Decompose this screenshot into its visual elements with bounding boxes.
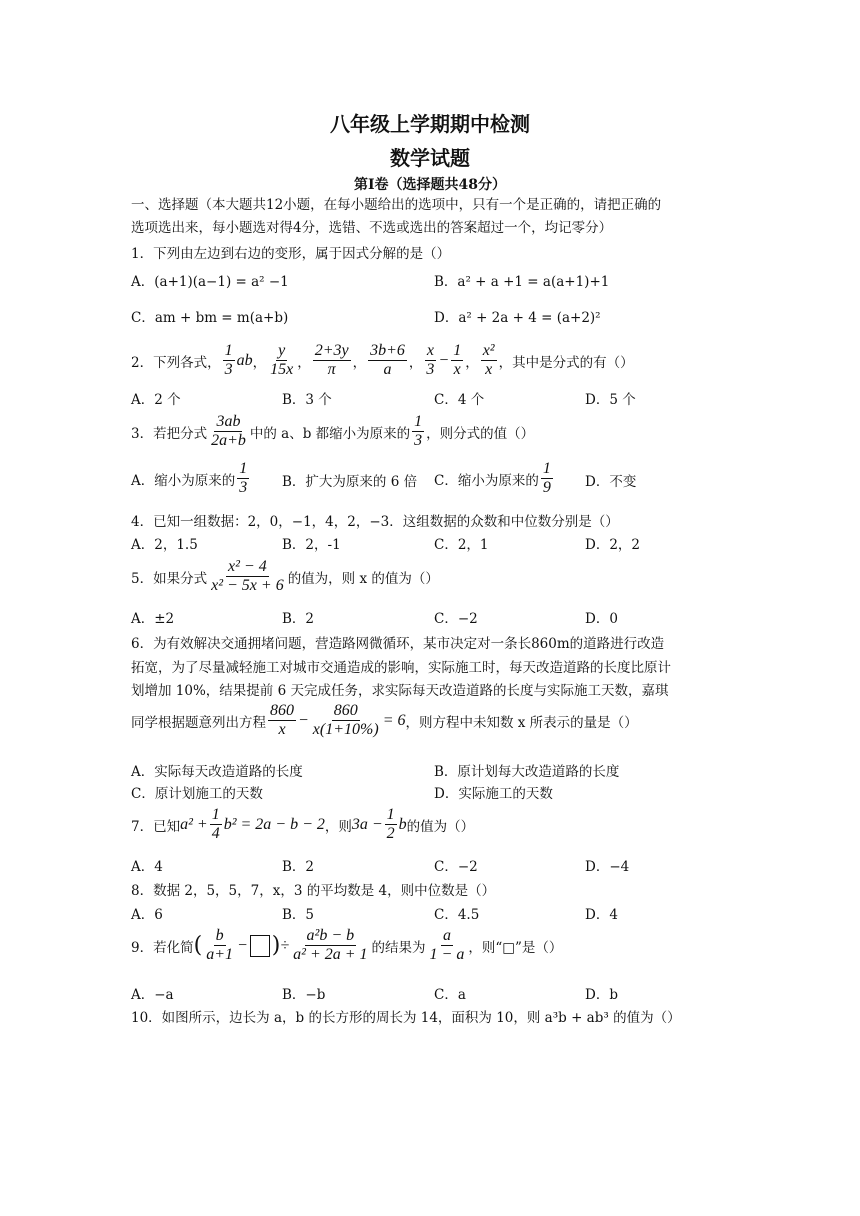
question-9-suffix: ，则“□”是（） xyxy=(468,939,563,956)
question-7-prefix: 7．已知 xyxy=(131,818,181,835)
fraction-b-over-a-plus-1: $\frac{b}{a+1}$ xyxy=(206,927,233,963)
question-3-prefix: 3．若把分式 xyxy=(131,425,208,442)
question-4-stem: 4．已知一组数据：2，0，−1，4，2，−3．这组数据的众数和中位数分别是（） xyxy=(131,514,619,530)
fraction-x2-over-x: $\frac{\text{x²}}{x}$ xyxy=(482,342,495,378)
fraction-a2b-minus-b-over-quadratic: $\frac{\text{a²b − b}}{\text{a² + 2a + 1}}$ xyxy=(293,927,368,963)
question-3-suffix: ，则分式的值（） xyxy=(426,425,535,442)
question-5-option-c: C．−2 xyxy=(434,611,478,627)
option-c-text: C．缩小为原来的 xyxy=(434,472,539,489)
option-a-text: A．缩小为原来的 xyxy=(131,472,236,489)
question-7-option-d: D．−4 xyxy=(585,859,630,875)
question-5-option-b: B．2 xyxy=(282,611,315,627)
question-1-option-a: A．(a+1)(a−1) = a² −1 xyxy=(131,274,289,290)
fraction-3ab-over-2a-plus-b: $\frac{3ab}{2a+b}$ xyxy=(211,413,246,449)
question-6-line-1: 6．为有效解决交通拥堵问题，营造路网微循环，某市决定对一条长860m的道路进行改造 xyxy=(131,636,665,652)
question-7-suffix: 的值为（） xyxy=(406,818,475,835)
question-7-option-a: A．4 xyxy=(131,859,163,875)
question-6-option-c: C．原计划施工的天数 xyxy=(131,786,263,802)
fraction-one-ninth: $\frac{1}{9}$ xyxy=(542,460,551,496)
question-2-option-b: B．3 个 xyxy=(282,392,332,408)
question-9-option-c: C．a xyxy=(434,987,466,1003)
question-2-stem: 2．下列各式， $\frac{1}{3}$ ab ， $\frac{y}{15x}$ ， $\frac{2+3y}{\pi}$ ， $\frac{3b+6}{a}$ ， $\frac{x}{3}$ − $\frac{1}{x}$ ， $\frac{\text{x²}}{x}$ ，其中是分式的有（） xyxy=(131,342,634,378)
question-3-stem xyxy=(131,413,534,450)
instructions-line-1: 一、选择题（本大题共12小题，在每小题给出的选项中，只有一个是正确的，请把正确的 xyxy=(131,197,662,213)
fraction-860-over-x-times-110: $\frac{860}{x(1+10\%)}$ xyxy=(312,702,379,738)
question-6-prefix: 同学根据题意列出方程 xyxy=(131,714,266,731)
question-3-option-c xyxy=(434,460,555,497)
question-6-suffix: ，则方程中未知数 x 所表示的量是（） xyxy=(405,714,638,731)
question-2-prefix: 2．下列各式， xyxy=(131,354,221,371)
fraction-x2-minus-4-over-quadratic: $\frac{\text{x² − 4}}{\text{x² − 5x + 6}}$ xyxy=(211,558,284,594)
question-9-prefix: 9．若化简 xyxy=(131,939,194,956)
question-9-option-a: A．−a xyxy=(131,987,174,1003)
question-1-option-c: C．am + bm = m(a+b) xyxy=(131,310,289,326)
question-6-option-b: B．原计划每大改造道路的长度 xyxy=(434,764,620,780)
fraction-3b-plus-6-over-a: $\frac{3b+6}{a}$ xyxy=(370,342,405,378)
question-6-line-4: 同学根据题意列出方程 $\frac{860}{x}$ − $\frac{860}{x(1+10\%)}$ = 6 ，则方程中未知数 x 所表示的量是（） xyxy=(131,702,638,738)
question-4-option-d: D．2，2 xyxy=(585,537,641,553)
question-2-suffix: ，其中是分式的有（） xyxy=(498,354,634,371)
question-3-option-b: B．扩大为原来的 6 倍 xyxy=(282,474,418,490)
question-10-stem: 10．如图所示，边长为 a，b 的长方形的周长为 14，面积为 10，则 a³b + ab³ 的值为（） xyxy=(131,1010,681,1026)
question-3-option-a xyxy=(131,460,251,497)
question-3-middle: 中的 a、b 都缩小为原来的 xyxy=(249,425,411,442)
question-1-stem: 1．下列由左边到右边的变形，属于因式分解的是（） xyxy=(131,246,451,262)
question-2-option-c: C．4 个 xyxy=(434,392,485,408)
fraction-y-over-15x: $\frac{y}{15x}$ xyxy=(270,342,294,378)
question-2-option-d: D．5 个 xyxy=(585,392,636,408)
instructions-line-2: 选项选出来，每小题选对得4分，选错、不选或选出的答案超过一个，均记零分） xyxy=(131,220,613,236)
fraction-1-over-x: $\frac{1}{x}$ xyxy=(453,342,462,378)
question-5-option-d: D．0 xyxy=(585,611,618,627)
question-6-line-2: 拓宽，为了尽量减轻施工对城市交通造成的影响，实际施工时，每天改造道路的长度比原计 xyxy=(131,660,671,676)
question-8-option-b: B．5 xyxy=(282,907,315,923)
question-4-option-b: B．2，-1 xyxy=(282,537,341,553)
exam-subtitle: 数学试题 xyxy=(390,146,470,170)
question-8-option-c: C．4.5 xyxy=(434,907,480,923)
fraction-860-over-x: $\frac{860}{x}$ xyxy=(270,702,294,738)
question-2-option-a: A．2 个 xyxy=(131,392,181,408)
question-8-stem: 8．数据 2，5，5，7，x，3 的平均数是 4，则中位数是（） xyxy=(131,883,496,899)
exam-title: 八年级上学期期中检测 xyxy=(330,112,530,136)
question-7-option-b: B．2 xyxy=(282,859,315,875)
question-4-option-c: C．2，1 xyxy=(434,537,489,553)
question-6-option-a: A．实际每天改造道路的长度 xyxy=(131,764,303,780)
fraction-a-over-1-minus-a: $\frac{a}{1 - a}$ xyxy=(429,927,465,963)
section-heading: 第Ⅰ卷（选择题共48分） xyxy=(353,177,507,193)
question-6-line-3: 划增加 10%，结果提前 6 天完成任务，求实际每天改造道路的长度与实际施工天数，嘉琪 xyxy=(131,683,669,699)
question-5-stem xyxy=(131,558,439,595)
fraction-2-plus-3y-over-pi: $\frac{2+3y}{\pi}$ xyxy=(314,342,349,378)
question-9-middle: 的结果为 xyxy=(371,939,426,956)
question-3-option-d: D．不变 xyxy=(585,474,637,490)
fraction-x-over-3: $\frac{x}{3}$ xyxy=(426,342,435,378)
question-9-option-b: B．−b xyxy=(282,987,326,1003)
question-1-option-d: D．a² + 2a + 4 = (a+2)² xyxy=(434,310,601,326)
question-5-option-a: A．±2 xyxy=(131,611,175,627)
fraction-one-quarter: $\frac{1}{4}$ xyxy=(211,806,220,842)
question-7-stem: 7．已知 a² + $\frac{1}{4}$ b² = 2a − b − 2 ，则 3a − $\frac{1}{2}$ b 的值为（） xyxy=(131,806,475,842)
fraction-one-third: $\frac{1}{3}$ xyxy=(414,413,423,449)
question-5-suffix: 的值为，则 x 的值为（） xyxy=(287,570,439,587)
question-8-option-d: D．4 xyxy=(585,907,618,923)
fraction-one-third: $\frac{1}{3}$ xyxy=(224,342,233,378)
question-1-option-b: B．a² + a +1 = a(a+1)+1 xyxy=(434,274,610,290)
question-4-option-a: A．2，1.5 xyxy=(131,537,198,553)
question-5-prefix: 5．如果分式 xyxy=(131,570,208,587)
blank-box-icon xyxy=(250,935,270,957)
fraction-one-half: $\frac{1}{2}$ xyxy=(386,806,395,842)
question-9-option-d: D．b xyxy=(585,987,618,1003)
question-9-stem: 9．若化简 ( $\frac{b}{a+1}$ − ) ÷ $\frac{\text{a²b − b}}{\text{a² + 2a + 1}}$ 的结果为 $\frac{a}{1 - a}$ ，则“□”是（） xyxy=(131,927,563,963)
fraction-one-third: $\frac{1}{3}$ xyxy=(239,460,248,496)
question-7-option-c: C．−2 xyxy=(434,859,478,875)
question-6-option-d: D．实际施工的天数 xyxy=(434,786,553,802)
question-8-option-a: A．6 xyxy=(131,907,163,923)
